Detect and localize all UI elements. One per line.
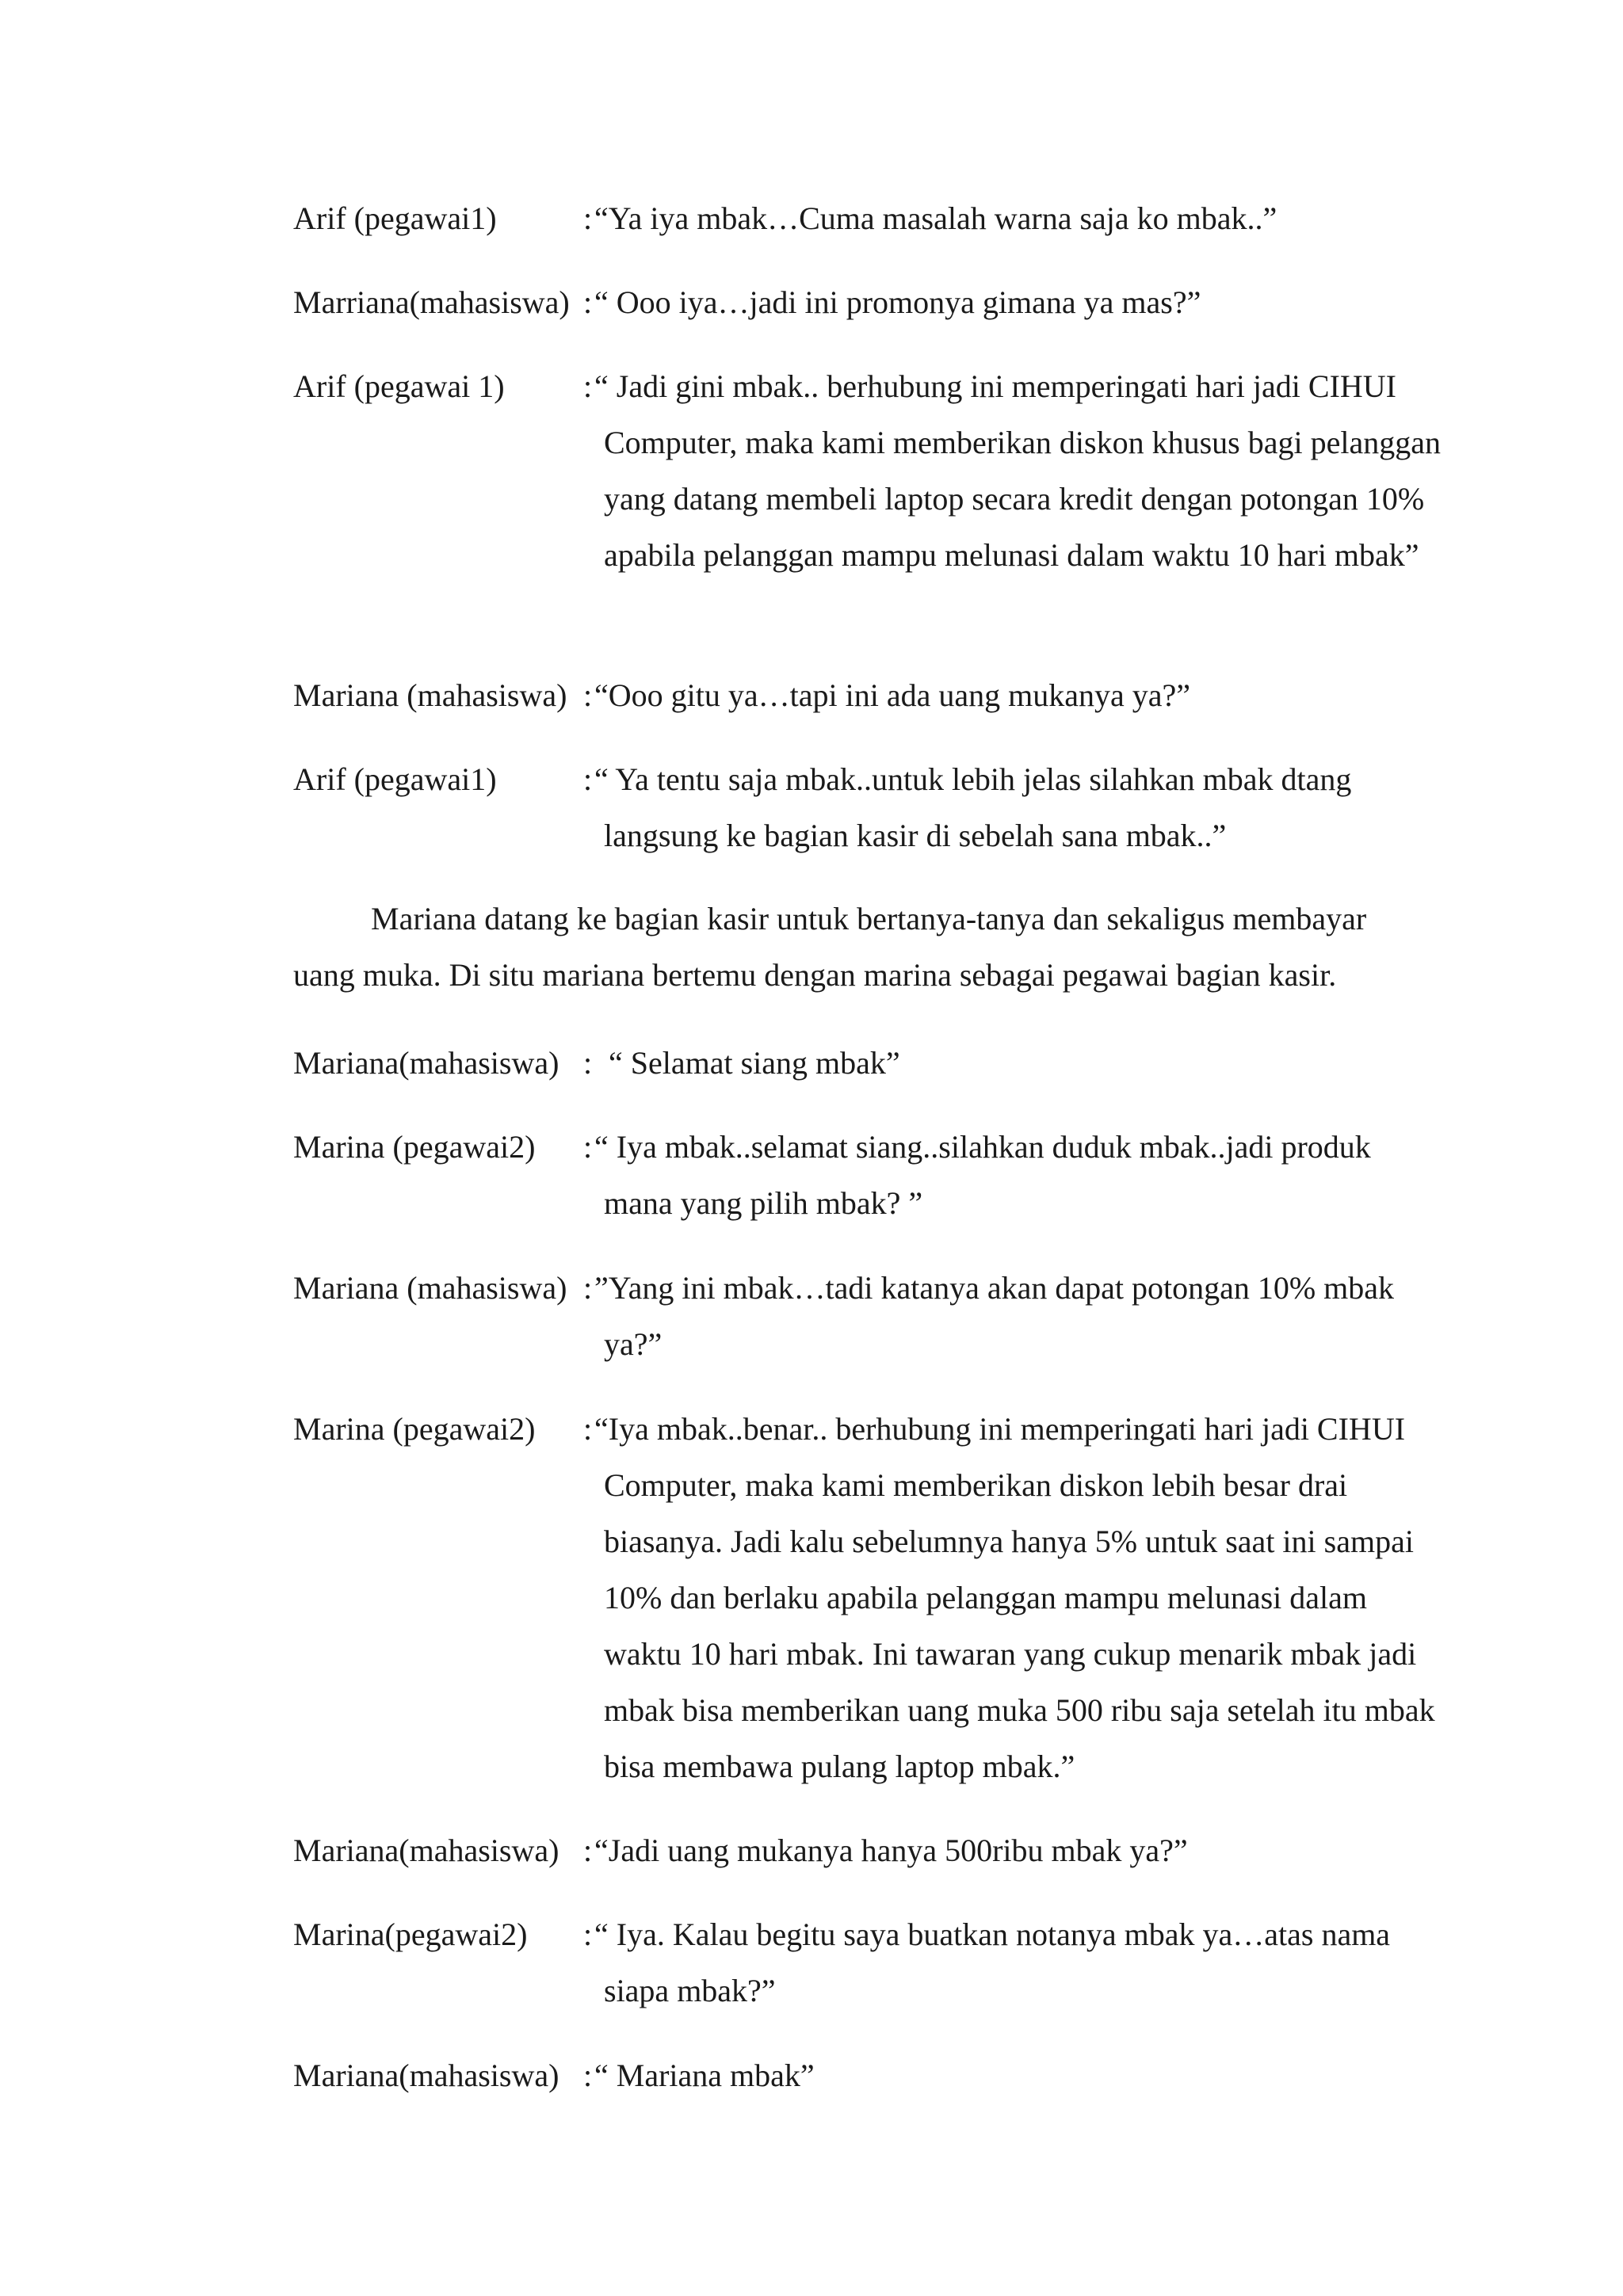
speaker-name: Arif (pegawai1) [293, 200, 497, 236]
utterance-text: “Ya iya mbak…Cuma masalah warna saja ko mbak..” [594, 200, 1277, 236]
colon-separator: : [583, 1411, 593, 1447]
colon-separator: : [583, 677, 593, 713]
colon-separator: : [583, 1270, 593, 1306]
colon-separator: : [583, 1129, 593, 1165]
speaker-name: Marina(pegawai2) [293, 1917, 528, 1952]
utterance-text: “ Mariana mbak” [594, 2058, 815, 2093]
utterance-text: “Iya mbak..benar.. berhubung ini memperingati hari jadi CIHUI Computer, maka kami memberikan diskon lebih besar drai biasanya. Jadi kalu sebelumnya hanya 5% untuk saat ini sampai 10% dan berlaku apabila pelanggan mampu melunasi dalam waktu 10 hari mbak. Ini tawaran yang cukup menarik mbak jadi mbak bisa memberikan uang muka 500 ribu saja setelah itu mbak bisa membawa pulang laptop mbak.” [594, 1411, 1435, 1784]
speaker-name: Mariana (mahasiswa) [293, 1270, 567, 1306]
speaker-name: Mariana(mahasiswa) [293, 1045, 559, 1081]
utterance-text: “ Iya mbak..selamat siang..silahkan duduk mbak..jadi produk mana yang pilih mbak? ” [594, 1129, 1371, 1221]
utterance-text: “Ooo gitu ya…tapi ini ada uang mukanya ya?” [594, 677, 1190, 713]
speaker-name: Arif (pegawai1) [293, 761, 497, 797]
utterance-text: “ Ooo iya…jadi ini promonya gimana ya mas?” [594, 284, 1201, 320]
utterance-text: “Jadi uang mukanya hanya 500ribu mbak ya?” [594, 1833, 1188, 1868]
speaker-name: Marina (pegawai2) [293, 1129, 536, 1165]
speaker-name: Marriana(mahasiswa) [293, 284, 570, 320]
utterance-text: “ Jadi gini mbak.. berhubung ini memperingati hari jadi CIHUI Computer, maka kami memberikan diskon khusus bagi pelanggan yang datang membeli laptop secara kredit dengan potongan 10% apabila pelanggan mampu melunasi dalam waktu 10 hari mbak” [594, 368, 1441, 573]
colon-separator: : [583, 761, 593, 797]
utterance-text: ”Yang ini mbak…tadi katanya akan dapat potongan 10% mbak ya?” [594, 1270, 1395, 1362]
colon-separator: : [583, 200, 593, 236]
speaker-name: Mariana (mahasiswa) [293, 677, 567, 713]
colon-separator: : [583, 1045, 593, 1081]
speaker-name: Mariana(mahasiswa) [293, 2058, 559, 2093]
colon-separator: : [583, 368, 593, 404]
speaker-name: Arif (pegawai 1) [293, 368, 505, 404]
colon-separator: : [583, 1833, 593, 1868]
colon-separator: : [583, 284, 593, 320]
utterance-text: “ Selamat siang mbak” [609, 1045, 900, 1081]
colon-separator: : [583, 2058, 593, 2093]
speaker-name: Mariana(mahasiswa) [293, 1833, 559, 1868]
speaker-name: Marina (pegawai2) [293, 1411, 536, 1447]
narration-paragraph: Mariana datang ke bagian kasir untuk bertanya-tanya dan sekaligus membayar uang muka. Di situ mariana bertemu dengan marina sebagai pegawai bagian kasir. [293, 901, 1367, 993]
utterance-text: “ Ya tentu saja mbak..untuk lebih jelas silahkan mbak dtang langsung ke bagian kasir di sebelah sana mbak..” [594, 761, 1352, 853]
utterance-text: “ Iya. Kalau begitu saya buatkan notanya mbak ya…atas nama siapa mbak?” [594, 1917, 1391, 2008]
colon-separator: : [583, 1917, 593, 1952]
